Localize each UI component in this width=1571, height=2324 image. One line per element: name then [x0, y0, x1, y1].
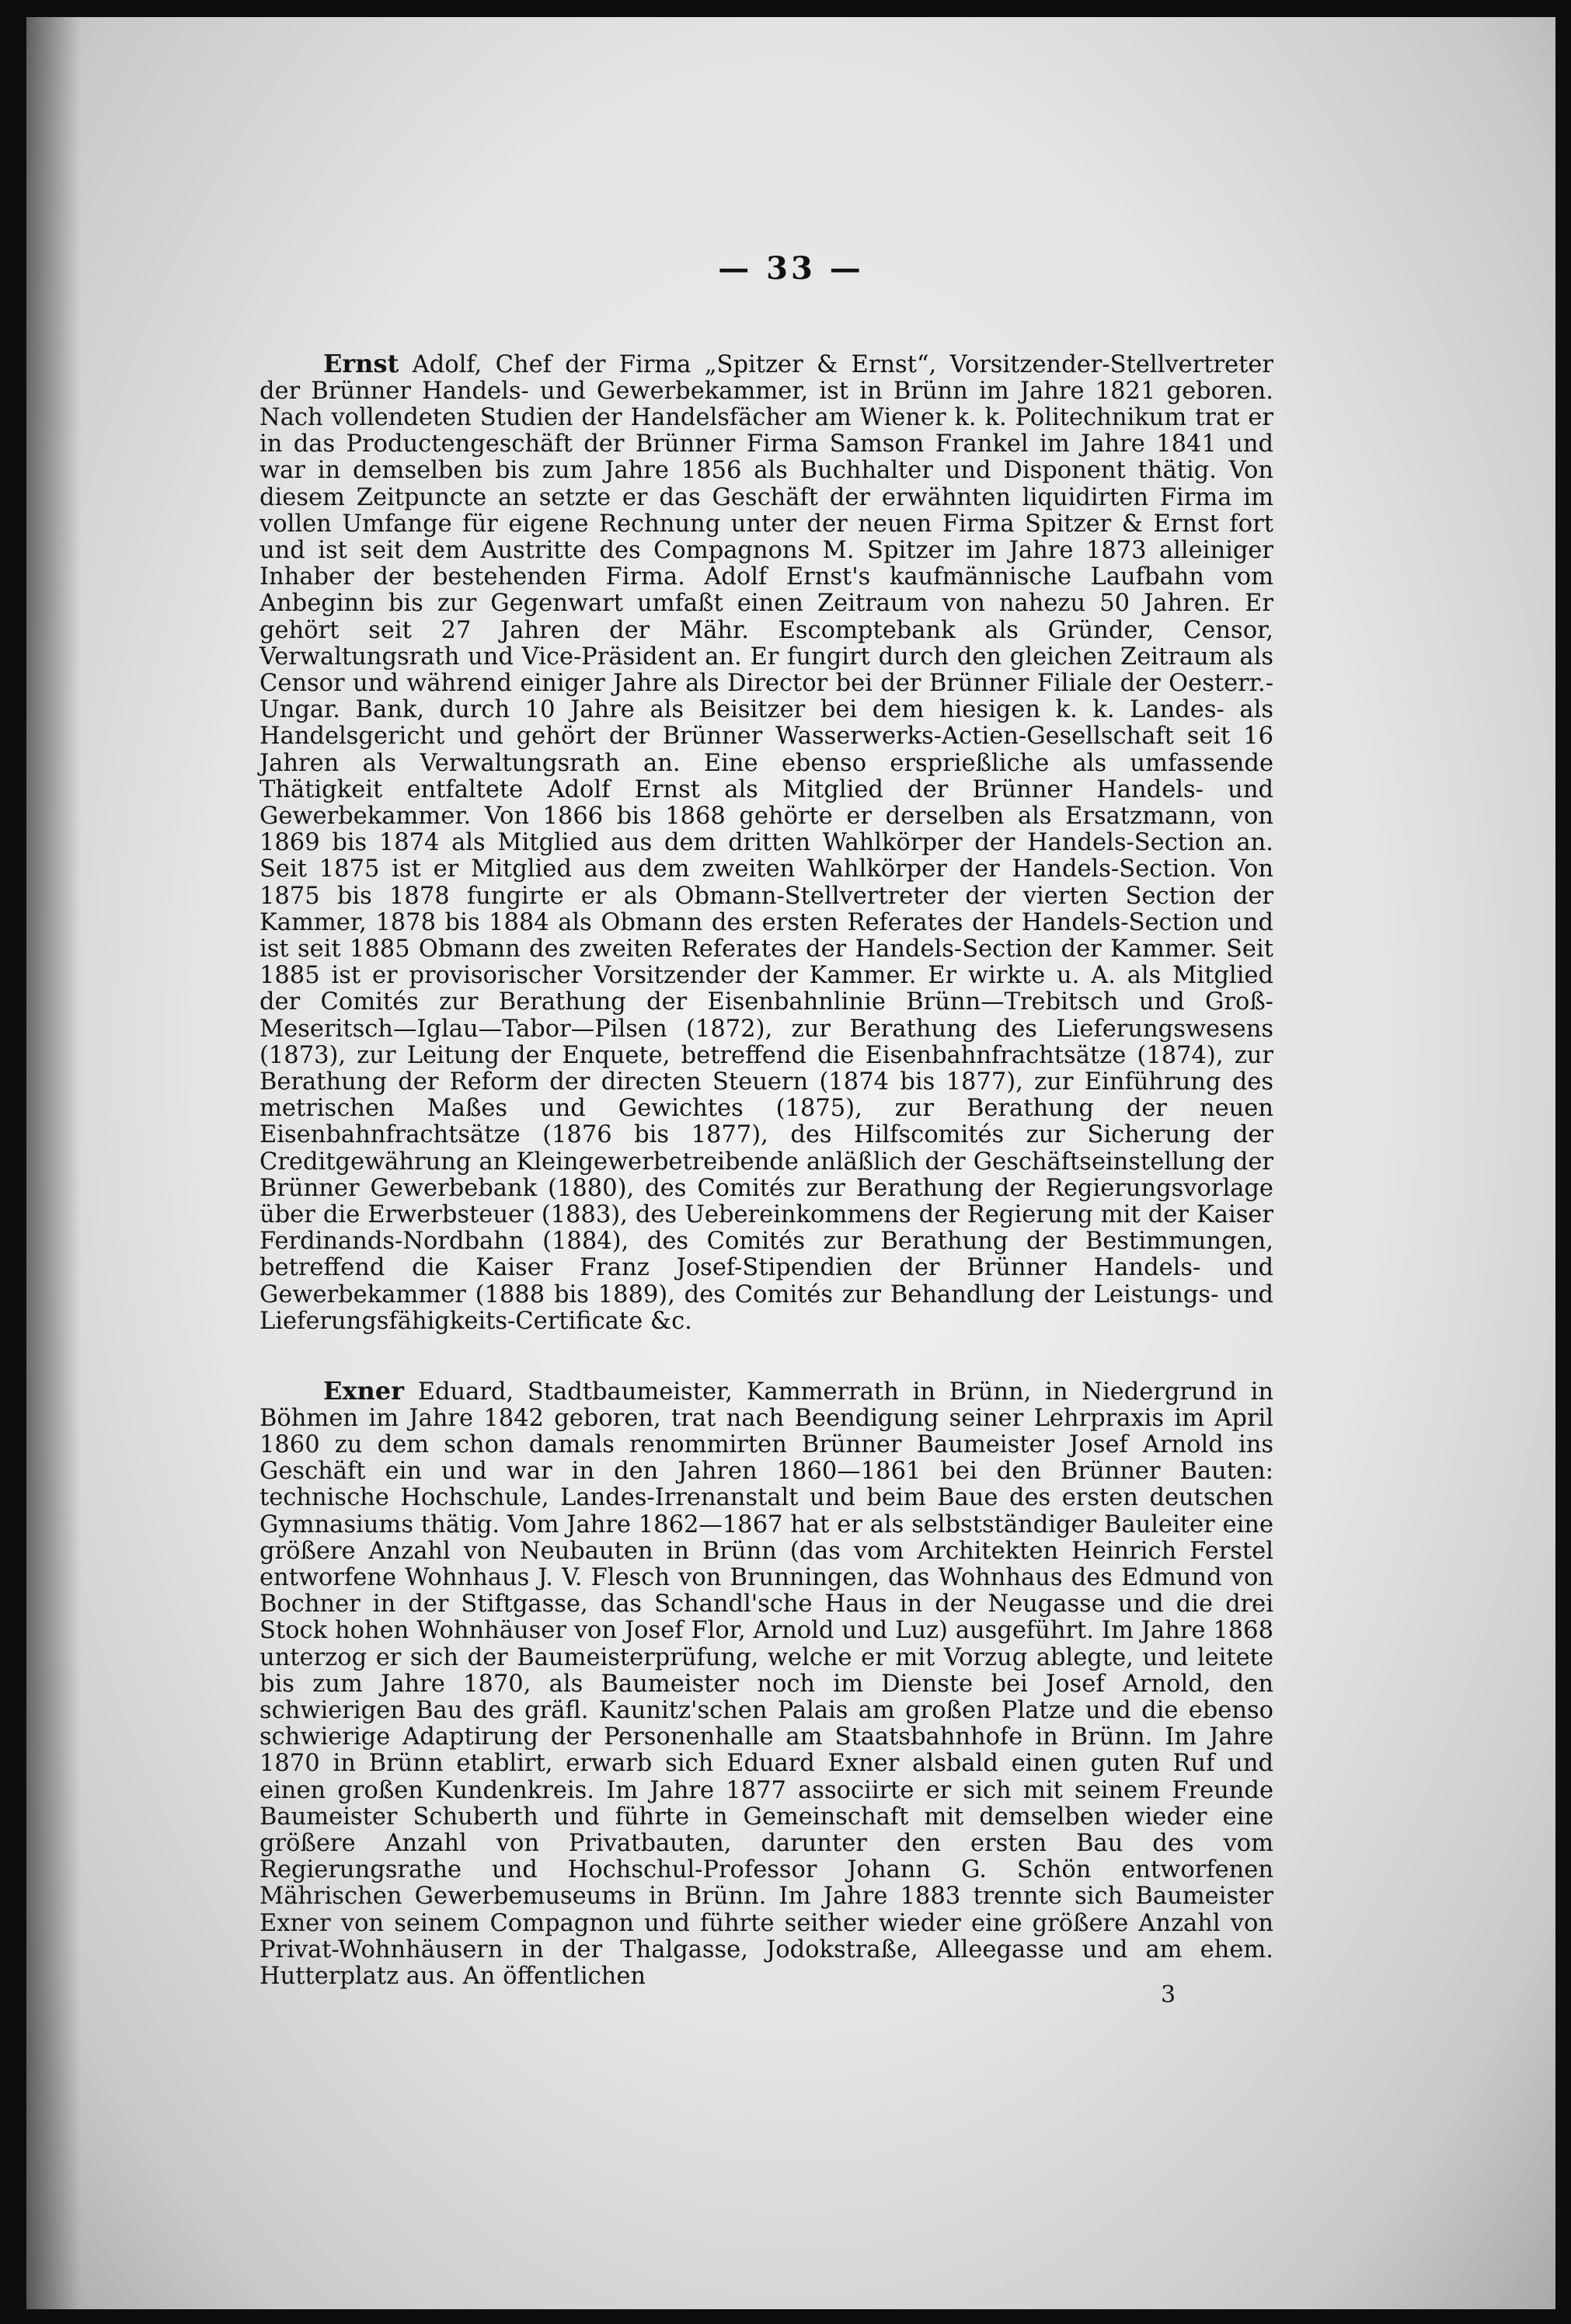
entry-text: Eduard, Stadtbaumeister, Kammerrath in Brünn, in Niedergrund in Böhmen im Jahre 1842 geboren, trat nach Beendigung seiner Lehrpraxis im April 1860 zu dem schon damals renommirten Brünner Baumeister Josef Arnold ins Geschäft ein und war in den Jahren 1860—1861 bei den Brünner Bauten: technische Hochschule, Landes-Irrenanstalt und beim Baue des ersten deutschen Gymnasiums thätig. Vom Jahre 1862—1867 hat er als selbstständiger Bauleiter eine größere Anzahl von Neubauten in Brünn (das vom Architekten Heinrich Ferstel entworfene Wohnhaus J. V. Flesch von Brunningen, das Wohnhaus des Edmund von Bochner in der Stiftgasse, das Schandl'sche Haus in der Neugasse und die drei Stock hohen Wohnhäuser von Josef Flor, Arnold und Luz) ausgeführt. Im Jahre 1868 unterzog er sich der Baumeisterprüfung, welche er mit Vorzug ablegte, und leitete bis zum Jahre 1870, als Baumeister noch im Dienste bei Josef Arnold, den schwierigen Bau des gräfl. Kaunitz'schen Palais am großen Platze und die ebenso schwierige Adaptirung der Personenhalle am Staatsbahnhofe in Brünn. Im Jahre 1870 in Brünn etablirt, erwarb sich Eduard Exner alsbald einen guten Ruf und einen großen Kundenkreis. Im Jahre 1877 associirte er sich mit seinem Freunde Baumeister Schuberth und führte in Gemeinschaft mit demselben wieder eine größere Anzahl von Privatbauten, darunter den ersten Bau des vom Regierungsrathe und Hochschul-Professor Johann G. Schön entworfenen Mährischen Gewerbemuseums in Brünn. Im Jahre 1883 trennte sich Baumeister Exner von seinem Compagnon und führte seither wieder eine größere Anzahl von Privat-Wohnhäusern in der Thalgasse, Jodokstraße, Alleegasse und am ehem. Hutterplatz aus. An öffentlichen [260, 1378, 1273, 1990]
book-page [26, 17, 1555, 2309]
entry-text: Adolf, Chef der Firma „Spitzer & Ernst“, Vorsitzender-Stellvertreter der Brünner Handels- und Gewerbekammer, ist in Brünn im Jahre 1821 geboren. Nach vollendeten Studien der Handelsfächer am Wiener k. k. Politechnikum trat er in das Productengeschäft der Brünner Firma Samson Frankel im Jahre 1841 und war in demselben bis zum Jahre 1856 als Buchhalter und Disponent thätig. Von diesem Zeitpuncte an setzte er das Geschäft der erwähnten liquidirten Firma im vollen Umfange für eigene Rechnung unter der neuen Firma Spitzer & Ernst fort und ist seit dem Austritte des Compagnons M. Spitzer im Jahre 1873 alleiniger Inhaber der bestehenden Firma. Adolf Ernst's kaufmännische Laufbahn vom Anbeginn bis zur Gegenwart umfaßt einen Zeitraum von nahezu 50 Jahren. Er gehört seit 27 Jahren der Mähr. Escomptebank als Gründer, Censor, Verwaltungsrath und Vice-Präsident an. Er fungirt durch den gleichen Zeitraum als Censor und während einiger Jahre als Director bei der Brünner Filiale der Oesterr.-Ungar. Bank, durch 10 Jahre als Beisitzer bei dem hiesigen k. k. Landes- als Handelsgericht und gehört der Brünner Wasserwerks-Actien-Gesellschaft seit 16 Jahren als Verwaltungsrath an. Eine ebenso ersprießliche als umfassende Thätigkeit entfaltete Adolf Ernst als Mitglied der Brünner Handels- und Gewerbekammer. Von 1866 bis 1868 gehörte er derselben als Ersatzmann, von 1869 bis 1874 als Mitglied aus dem dritten Wahlkörper der Handels-Section an. Seit 1875 ist er Mitglied aus dem zweiten Wahlkörper der Handels-Section. Von 1875 bis 1878 fungirte er als Obmann-Stellvertreter der vierten Section der Kammer, 1878 bis 1884 als Obmann des ersten Referates der Handels-Section und ist seit 1885 Obmann des zweiten Referates der Handels-Section der Kammer. Seit 1885 ist er provisorischer Vorsitzender der Kammer. Er wirkte u. A. als Mitglied der Comités zur Berathung der Eisenbahnlinie Brünn—Trebitsch und Groß-Meseritsch—Iglau—Tabor—Pilsen (1872), zur Berathung des Lieferungswesens (1873), zur Leitung der Enquete, betreffend die Eisenbahnfrachtsätze (1874), zur Berathung der Reform der directen Steuern (1874 bis 1877), zur Einführung des metrischen Maßes und Gewichtes (1875), zur Berathung der neuen Eisenbahnfrachtsätze (1876 bis 1877), des Hilfscomités zur Sicherung der Creditgewährung an Kleingewerbetreibende anläßlich der Geschäftseinstellung der Brünner Gewerbebank (1880), des Comités zur Berathung der Regierungsvorlage über die Erwerbsteuer (1883), des Uebereinkommens der Regierung mit der Kaiser Ferdinands-Nordbahn (1884), des Comités zur Berathung der Bestimmungen, betreffend die Kaiser Franz Josef-Stipendien der Brünner Handels- und Gewerbekammer (1888 bis 1889), des Comités zur Behandlung der Leistungs- und Lieferungsfähigkeits-Certificate &c. [260, 350, 1273, 1335]
page-number: — 33 — [718, 250, 864, 287]
entry-name: Exner [323, 1375, 404, 1406]
biography-entry-exner [260, 1375, 1273, 1991]
entry-name: Ernst [323, 348, 399, 378]
sheet-signature: 3 [1161, 1981, 1176, 2009]
biography-entry-ernst [260, 350, 1273, 1336]
